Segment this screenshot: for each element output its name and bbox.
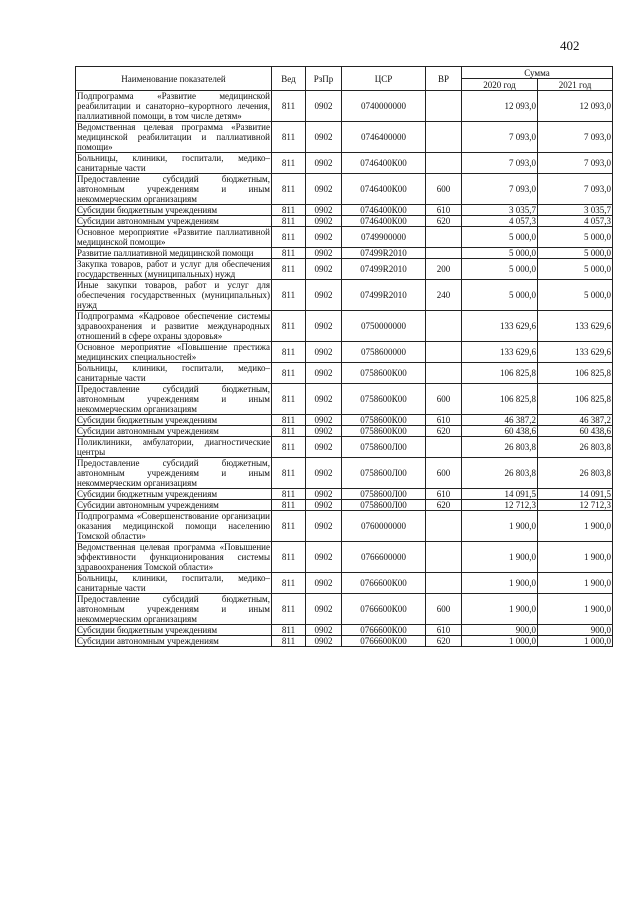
row-vr xyxy=(426,153,462,174)
row-ved: 811 xyxy=(272,342,306,363)
row-vr: 620 xyxy=(426,500,462,511)
row-vr xyxy=(426,437,462,458)
table-row xyxy=(76,259,613,280)
row-sum-2021: 3 035,7 xyxy=(538,205,613,216)
table-row xyxy=(76,153,613,174)
row-vr: 600 xyxy=(426,594,462,625)
row-rzpr: 0902 xyxy=(306,216,342,227)
row-name: Предоставление субсидий бюджетным, автономным учреждениям и иным некоммерческим организациям xyxy=(77,384,270,414)
row-rzpr: 0902 xyxy=(306,636,342,647)
row-sum-2020: 133 629,6 xyxy=(462,342,538,363)
row-csr: 0766600000 xyxy=(342,542,426,573)
table-row xyxy=(76,415,613,426)
budget-table xyxy=(75,66,613,647)
row-sum-2021: 133 629,6 xyxy=(538,311,613,342)
row-csr: 0746400000 xyxy=(342,122,426,153)
row-sum-2021: 133 629,6 xyxy=(538,342,613,363)
table-row xyxy=(76,363,613,384)
header-csr: ЦСР xyxy=(342,67,426,91)
row-rzpr: 0902 xyxy=(306,280,342,311)
row-csr: 0749900000 xyxy=(342,227,426,248)
row-sum-2020: 5 000,0 xyxy=(462,248,538,259)
table-row xyxy=(76,511,613,542)
row-rzpr: 0902 xyxy=(306,91,342,122)
table-row xyxy=(76,437,613,458)
header-sum: Сумма xyxy=(462,67,613,79)
row-sum-2021: 5 000,0 xyxy=(538,259,613,280)
row-rzpr: 0902 xyxy=(306,174,342,205)
table-row xyxy=(76,426,613,437)
row-sum-2021: 46 387,2 xyxy=(538,415,613,426)
row-vr: 620 xyxy=(426,426,462,437)
row-csr: 0758600К00 xyxy=(342,415,426,426)
table-row xyxy=(76,227,613,248)
row-name: Подпрограмма «Кадровое обеспечение системы здравоохранения и развитие международных отношений в сфере охраны здоровья» xyxy=(77,311,270,341)
row-csr: 0758600К00 xyxy=(342,426,426,437)
row-name: Развитие паллиативной медицинской помощи xyxy=(76,248,272,259)
row-csr: 0766600К00 xyxy=(342,594,426,625)
row-ved: 811 xyxy=(272,426,306,437)
row-sum-2021: 5 000,0 xyxy=(538,227,613,248)
row-ved: 811 xyxy=(272,259,306,280)
row-sum-2020: 7 093,0 xyxy=(462,153,538,174)
row-name: Предоставление субсидий бюджетным, автономным учреждениям и иным некоммерческим организациям xyxy=(77,458,270,488)
row-sum-2020: 12 712,3 xyxy=(462,500,538,511)
table-row xyxy=(76,122,613,153)
row-sum-2021: 1 900,0 xyxy=(538,511,613,542)
row-sum-2021: 106 825,8 xyxy=(538,363,613,384)
row-sum-2021: 106 825,8 xyxy=(538,384,613,415)
row-sum-2020: 7 093,0 xyxy=(462,174,538,205)
header-name: Наименование показателей xyxy=(76,67,272,91)
row-csr: 0746400К00 xyxy=(342,174,426,205)
header-ved: Вед xyxy=(272,67,306,91)
row-vr xyxy=(426,342,462,363)
row-csr: 0758600К00 xyxy=(342,384,426,415)
row-sum-2020: 3 035,7 xyxy=(462,205,538,216)
row-csr: 0766600К00 xyxy=(342,573,426,594)
row-sum-2021: 14 091,5 xyxy=(538,489,613,500)
row-sum-2021: 12 712,3 xyxy=(538,500,613,511)
row-vr xyxy=(426,363,462,384)
row-csr: 0760000000 xyxy=(342,511,426,542)
row-rzpr: 0902 xyxy=(306,500,342,511)
row-sum-2020: 26 803,8 xyxy=(462,437,538,458)
row-vr: 620 xyxy=(426,216,462,227)
row-ved: 811 xyxy=(272,511,306,542)
row-vr: 620 xyxy=(426,636,462,647)
row-name: Основное мероприятие «Повышение престижа медицинских специальностей» xyxy=(77,342,270,362)
row-csr: 0766600К00 xyxy=(342,625,426,636)
row-ved: 811 xyxy=(272,594,306,625)
row-sum-2021: 1 000,0 xyxy=(538,636,613,647)
row-csr: 0766600К00 xyxy=(342,636,426,647)
row-vr: 600 xyxy=(426,384,462,415)
row-name: Субсидии автономным учреждениям xyxy=(76,216,272,227)
table-row xyxy=(76,500,613,511)
row-name: Больницы, клиники, госпитали, медико–санитарные части xyxy=(77,573,270,593)
row-sum-2021: 12 093,0 xyxy=(538,91,613,122)
row-vr: 610 xyxy=(426,625,462,636)
row-name: Субсидии бюджетным учреждениям xyxy=(76,625,272,636)
row-name: Поликлиники, амбулатории, диагностические центры xyxy=(77,437,270,457)
table-row xyxy=(76,205,613,216)
row-sum-2020: 1 900,0 xyxy=(462,573,538,594)
row-sum-2021: 26 803,8 xyxy=(538,458,613,489)
row-sum-2021: 4 057,3 xyxy=(538,216,613,227)
row-vr xyxy=(426,248,462,259)
row-csr: 0758600000 xyxy=(342,342,426,363)
row-ved: 811 xyxy=(272,205,306,216)
row-sum-2020: 46 387,2 xyxy=(462,415,538,426)
row-csr: 0758600Л00 xyxy=(342,500,426,511)
row-sum-2021: 26 803,8 xyxy=(538,437,613,458)
row-rzpr: 0902 xyxy=(306,248,342,259)
row-ved: 811 xyxy=(272,542,306,573)
row-name: Субсидии автономным учреждениям xyxy=(76,426,272,437)
row-name: Подпрограмма «Совершенствование организации оказания медицинской помощи населению Томской области» xyxy=(77,511,270,541)
row-vr xyxy=(426,122,462,153)
row-rzpr: 0902 xyxy=(306,122,342,153)
table-row xyxy=(76,625,613,636)
row-rzpr: 0902 xyxy=(306,384,342,415)
row-rzpr: 0902 xyxy=(306,426,342,437)
row-csr: 0746400К00 xyxy=(342,205,426,216)
row-ved: 811 xyxy=(272,500,306,511)
row-csr: 0750000000 xyxy=(342,311,426,342)
row-vr xyxy=(426,542,462,573)
row-csr: 07499R2010 xyxy=(342,280,426,311)
table-row xyxy=(76,489,613,500)
row-ved: 811 xyxy=(272,636,306,647)
row-sum-2021: 900,0 xyxy=(538,625,613,636)
row-vr: 610 xyxy=(426,205,462,216)
row-sum-2020: 4 057,3 xyxy=(462,216,538,227)
row-vr: 200 xyxy=(426,259,462,280)
row-sum-2020: 900,0 xyxy=(462,625,538,636)
table-row xyxy=(76,573,613,594)
row-sum-2021: 5 000,0 xyxy=(538,248,613,259)
row-ved: 811 xyxy=(272,489,306,500)
row-rzpr: 0902 xyxy=(306,311,342,342)
row-ved: 811 xyxy=(272,437,306,458)
row-vr xyxy=(426,91,462,122)
row-ved: 811 xyxy=(272,415,306,426)
row-rzpr: 0902 xyxy=(306,594,342,625)
row-name: Иные закупки товаров, работ и услуг для обеспечения государственных (муниципальных) нужд xyxy=(77,280,270,310)
row-sum-2021: 7 093,0 xyxy=(538,153,613,174)
row-sum-2020: 14 091,5 xyxy=(462,489,538,500)
row-name: Субсидии автономным учреждениям xyxy=(76,636,272,647)
row-ved: 811 xyxy=(272,91,306,122)
row-name: Предоставление субсидий бюджетным, автономным учреждениям и иным некоммерческим организациям xyxy=(77,594,270,624)
row-sum-2020: 106 825,8 xyxy=(462,384,538,415)
row-rzpr: 0902 xyxy=(306,415,342,426)
row-rzpr: 0902 xyxy=(306,511,342,542)
table-row xyxy=(76,280,613,311)
row-name: Подпрограмма «Развитие медицинской реабилитации и санаторно–курортного лечения, паллиативной помощи, в том числе детям» xyxy=(77,91,270,121)
row-rzpr: 0902 xyxy=(306,458,342,489)
table-row xyxy=(76,636,613,647)
row-ved: 811 xyxy=(272,248,306,259)
header-rzpr: РзПр xyxy=(306,67,342,91)
row-name: Предоставление субсидий бюджетным, автономным учреждениям и иным некоммерческим организациям xyxy=(77,174,270,204)
row-sum-2020: 1 000,0 xyxy=(462,636,538,647)
row-ved: 811 xyxy=(272,122,306,153)
row-csr: 07499R2010 xyxy=(342,259,426,280)
row-rzpr: 0902 xyxy=(306,542,342,573)
row-rzpr: 0902 xyxy=(306,342,342,363)
table-row xyxy=(76,458,613,489)
row-sum-2020: 1 900,0 xyxy=(462,594,538,625)
row-ved: 811 xyxy=(272,573,306,594)
row-sum-2020: 60 438,6 xyxy=(462,426,538,437)
row-ved: 811 xyxy=(272,174,306,205)
row-name: Субсидии бюджетным учреждениям xyxy=(76,205,272,216)
table-row xyxy=(76,384,613,415)
row-vr xyxy=(426,227,462,248)
row-ved: 811 xyxy=(272,458,306,489)
row-rzpr: 0902 xyxy=(306,573,342,594)
row-vr: 610 xyxy=(426,415,462,426)
row-rzpr: 0902 xyxy=(306,625,342,636)
table-header xyxy=(76,67,613,91)
row-csr: 0758600Л00 xyxy=(342,458,426,489)
row-name: Ведомственная целевая программа «Развитие медицинской реабилитации и паллиативной помощи» xyxy=(77,122,270,152)
header-vr: ВР xyxy=(426,67,462,91)
table-body xyxy=(76,91,613,647)
row-csr: 07499R2010 xyxy=(342,248,426,259)
row-name: Закупка товаров, работ и услуг для обеспечения государственных (муниципальных) нужд xyxy=(77,259,270,279)
row-sum-2020: 1 900,0 xyxy=(462,542,538,573)
header-2021: 2021 год xyxy=(538,79,613,91)
row-ved: 811 xyxy=(272,625,306,636)
row-vr: 610 xyxy=(426,489,462,500)
table-row xyxy=(76,248,613,259)
row-sum-2020: 5 000,0 xyxy=(462,259,538,280)
row-sum-2021: 1 900,0 xyxy=(538,594,613,625)
row-name: Субсидии бюджетным учреждениям xyxy=(76,415,272,426)
row-ved: 811 xyxy=(272,384,306,415)
row-sum-2021: 1 900,0 xyxy=(538,573,613,594)
table-row xyxy=(76,542,613,573)
row-vr xyxy=(426,311,462,342)
row-sum-2020: 106 825,8 xyxy=(462,363,538,384)
row-csr: 0746400К00 xyxy=(342,153,426,174)
row-csr: 0758600К00 xyxy=(342,363,426,384)
row-name: Больницы, клиники, госпитали, медико–санитарные части xyxy=(77,363,270,383)
row-sum-2021: 5 000,0 xyxy=(538,280,613,311)
row-csr: 0758600Л00 xyxy=(342,489,426,500)
table-row xyxy=(76,91,613,122)
row-sum-2021: 7 093,0 xyxy=(538,122,613,153)
row-rzpr: 0902 xyxy=(306,205,342,216)
row-ved: 811 xyxy=(272,363,306,384)
row-name: Субсидии автономным учреждениям xyxy=(76,500,272,511)
row-ved: 811 xyxy=(272,280,306,311)
row-sum-2020: 5 000,0 xyxy=(462,227,538,248)
row-sum-2020: 5 000,0 xyxy=(462,280,538,311)
table-row xyxy=(76,216,613,227)
row-sum-2020: 12 093,0 xyxy=(462,91,538,122)
row-name: Ведомственная целевая программа «Повышение эффективности функционирования системы здравоохранения Томской области» xyxy=(77,542,270,572)
row-rzpr: 0902 xyxy=(306,227,342,248)
row-sum-2021: 7 093,0 xyxy=(538,174,613,205)
row-ved: 811 xyxy=(272,153,306,174)
row-csr: 0746400К00 xyxy=(342,216,426,227)
page-number: 402 xyxy=(560,38,580,53)
row-name: Субсидии бюджетным учреждениям xyxy=(76,489,272,500)
row-vr: 600 xyxy=(426,174,462,205)
row-sum-2020: 7 093,0 xyxy=(462,122,538,153)
row-sum-2020: 1 900,0 xyxy=(462,511,538,542)
row-vr xyxy=(426,511,462,542)
row-csr: 0740000000 xyxy=(342,91,426,122)
row-sum-2020: 26 803,8 xyxy=(462,458,538,489)
row-csr: 0758600Л00 xyxy=(342,437,426,458)
row-sum-2020: 133 629,6 xyxy=(462,311,538,342)
table-row xyxy=(76,174,613,205)
row-ved: 811 xyxy=(272,311,306,342)
row-name: Основное мероприятие «Развитие паллиативной медицинской помощи» xyxy=(77,227,270,247)
table-row xyxy=(76,594,613,625)
row-name: Больницы, клиники, госпитали, медико–санитарные части xyxy=(77,153,270,173)
row-rzpr: 0902 xyxy=(306,153,342,174)
row-rzpr: 0902 xyxy=(306,259,342,280)
table-row xyxy=(76,342,613,363)
row-ved: 811 xyxy=(272,216,306,227)
row-rzpr: 0902 xyxy=(306,489,342,500)
row-vr: 600 xyxy=(426,458,462,489)
row-sum-2021: 1 900,0 xyxy=(538,542,613,573)
row-rzpr: 0902 xyxy=(306,363,342,384)
row-vr: 240 xyxy=(426,280,462,311)
header-2020: 2020 год xyxy=(462,79,538,91)
row-rzpr: 0902 xyxy=(306,437,342,458)
row-sum-2021: 60 438,6 xyxy=(538,426,613,437)
row-vr xyxy=(426,573,462,594)
table-row xyxy=(76,311,613,342)
row-ved: 811 xyxy=(272,227,306,248)
